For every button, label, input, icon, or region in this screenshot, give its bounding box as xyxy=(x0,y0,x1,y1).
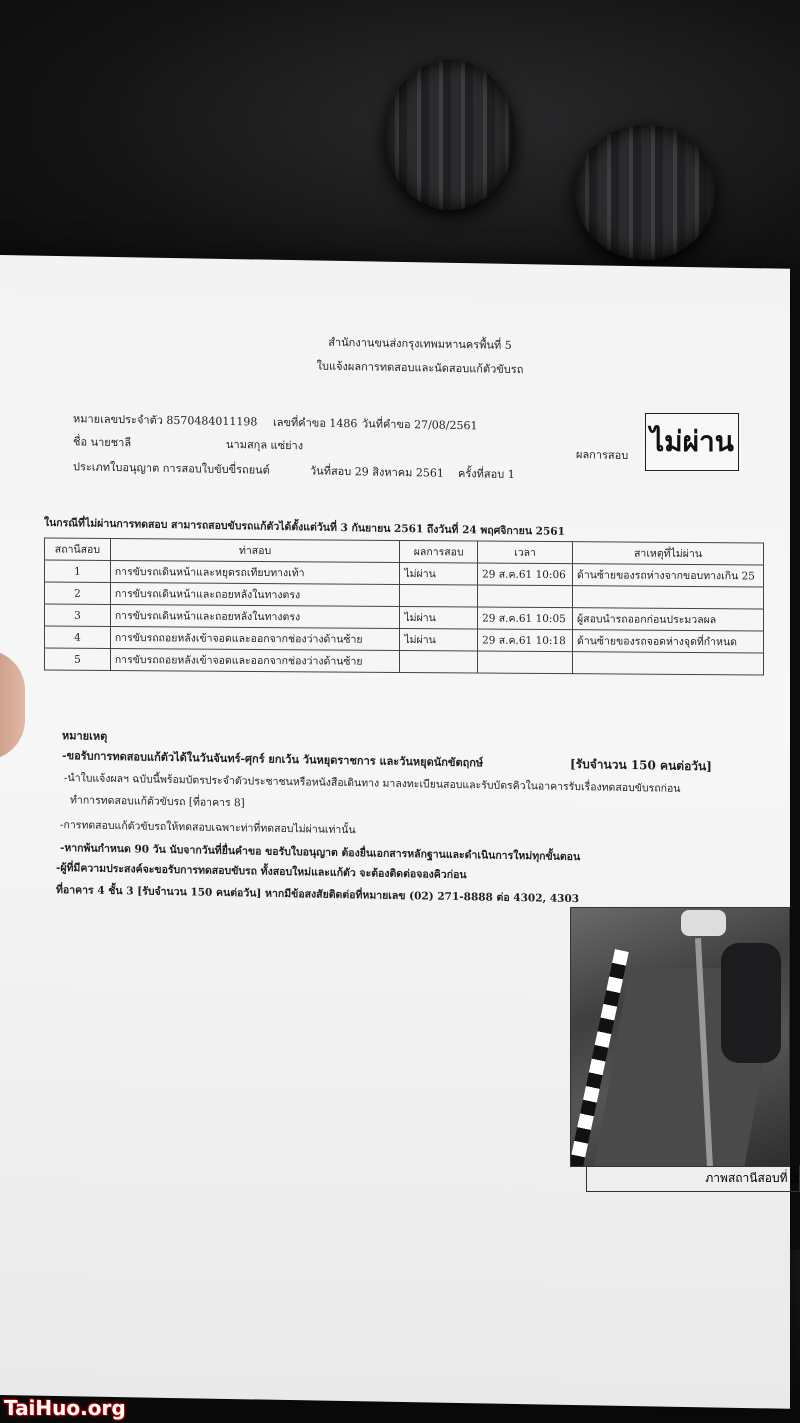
dashboard-knob-left xyxy=(385,60,515,210)
note-booking: -ผู้ที่มีความประสงค์จะขอรับการทดสอบขับรถ ทั้งสอบใหม่และแก้ตัว จะต้องติดต่อจองคิวก่อน xyxy=(56,861,467,882)
note-registration-building: ทำการทดสอบแก้ตัวขับรถ [ที่อาคาร 8] xyxy=(70,794,245,810)
time-cell xyxy=(478,585,573,608)
test-date: วันที่สอบ 29 สิงหาคม 2561 xyxy=(310,464,444,480)
table-row xyxy=(45,648,764,675)
reason-cell: ผู้สอบนำรถออกก่อนประมวลผล xyxy=(573,608,764,631)
result-cell: ไม่ผ่าน xyxy=(400,628,478,651)
retest-notice: ในกรณีที่ไม่ผ่านการทดสอบ สามารถสอบขับรถแก้ตัวได้ตั้งแต่วันที่ 3 กันยายน 2561 ถึงวันที่ 24 พฤศจิกายน 2561 xyxy=(44,516,565,538)
header-maneuver: ท่าสอบ xyxy=(110,538,400,562)
note-90-days: -หากพ้นกำหนด 90 วัน นับจากวันที่ยื่นคำขอ ขอรับใบอนุญาต ต้องยื่นเอกสารหลักฐานและดำเนินการใหม่ทุกขั้นตอน xyxy=(60,842,581,864)
office-name: สำนักงานขนส่งกรุงเทพมหานครพื้นที่ 5 xyxy=(328,335,512,352)
photo-caption: ภาพสถานีสอบที่ 3 xyxy=(586,1165,800,1192)
note-quota: [รับจำนวน 150 คนต่อวัน] xyxy=(570,756,712,774)
maneuver-cell: การขับรถเดินหน้าและถอยหลังในทางตรง xyxy=(110,604,400,628)
reason-cell xyxy=(573,652,764,675)
reason-cell: ด้านซ้ายของรถจอดห่างจุดที่กำหนด xyxy=(573,630,764,653)
header-time: เวลา xyxy=(478,541,573,564)
notes-heading: หมายเหตุ xyxy=(62,729,108,743)
header-station: สถานีสอบ xyxy=(45,538,111,560)
note-contact: ที่อาคาร 4 ชั้น 3 [รับจำนวน 150 คนต่อวัน] หากมีข้อสงสัยติดต่อที่หมายเลข (02) 271-8888 ต่อ 4302, 4303 xyxy=(56,883,580,906)
result-cell: ไม่ผ่าน xyxy=(400,606,478,629)
station-number: 3 xyxy=(45,604,111,626)
maneuver-cell: การขับรถถอยหลังเข้าจอดและออกจากช่องว่างด้านซ้าย xyxy=(110,648,400,672)
maneuver-cell: การขับรถเดินหน้าและถอยหลังในทางตรง xyxy=(110,582,400,606)
applicant-name: ชื่อ นายชาลี xyxy=(73,435,132,450)
station-number: 1 xyxy=(45,560,111,582)
license-type: ประเภทใบอนุญาต การสอบใบขับขี่รถยนต์ xyxy=(73,460,270,477)
header-result: ผลการสอบ xyxy=(400,540,478,563)
result-cell: ไม่ผ่าน xyxy=(400,562,478,585)
time-cell: 29 ส.ค.61 10:18 xyxy=(478,629,573,652)
result-cell xyxy=(400,650,478,673)
document-title: ใบแจ้งผลการทดสอบและนัดสอบแก้ตัวขับรถ xyxy=(316,359,524,377)
result-label: ผลการสอบ xyxy=(576,448,629,462)
car-dashboard-background xyxy=(0,0,800,300)
station-results-table xyxy=(44,537,764,675)
station-number: 4 xyxy=(45,626,111,648)
result-cell xyxy=(400,584,478,607)
attempt-number: ครั้งที่สอบ 1 xyxy=(458,466,515,481)
applicant-id: หมายเลขประจำตัว 8570484011198 xyxy=(73,412,258,429)
station-number: 2 xyxy=(45,582,111,604)
result-stamp: ไม่ผ่าน xyxy=(645,413,739,471)
note-weekdays: -ขอรับการทดสอบแก้ตัวได้ในวันจันทร์-ศุกร์ ยกเว้น วันหยุดราชการ และวันหยุดนักขัตฤกษ์ xyxy=(62,749,484,770)
maneuver-cell: การขับรถเดินหน้าและหยุดรถเทียบทางเท้า xyxy=(110,560,400,584)
parked-car xyxy=(721,943,781,1063)
note-failed-only: -การทดสอบแก้ตัวขับรถให้ทดสอบเฉพาะท่าที่ทดสอบไม่ผ่านเท่านั้น xyxy=(60,819,356,837)
applicant-surname: นามสกุล แซ่ย่าง xyxy=(226,437,304,453)
maneuver-cell: การขับรถถอยหลังเข้าจอดและออกจากช่องว่างด้านซ้าย xyxy=(110,626,400,650)
header-reason: สาเหตุที่ไม่ผ่าน xyxy=(573,542,764,565)
reason-cell xyxy=(573,586,764,609)
site-watermark: TaiHuo.org xyxy=(4,1396,126,1420)
time-cell: 29 ส.ค.61 10:05 xyxy=(478,607,573,630)
reason-cell: ด้านซ้ายของรถห่างจากขอบทางเกิน 25 xyxy=(573,564,764,587)
station-number: 5 xyxy=(45,648,111,670)
station-photo xyxy=(570,907,790,1167)
time-cell: 29 ส.ค.61 10:06 xyxy=(478,563,573,586)
note-registration: -นำใบแจ้งผลฯ ฉบับนี้พร้อมบัตรประจำตัวประชาชนหรือหนังสือเดินทาง มาลงทะเบียนสอบและรับบัตรคิวในอาคารรับเรื่องทดสอบขับรถก่อน xyxy=(64,772,681,795)
request-date: วันที่คำขอ 27/08/2561 xyxy=(362,417,478,433)
request-number: เลขที่คำขอ 1486 xyxy=(273,415,358,431)
dashboard-knob-right xyxy=(575,125,715,260)
distant-car xyxy=(681,910,726,936)
time-cell xyxy=(478,651,573,674)
